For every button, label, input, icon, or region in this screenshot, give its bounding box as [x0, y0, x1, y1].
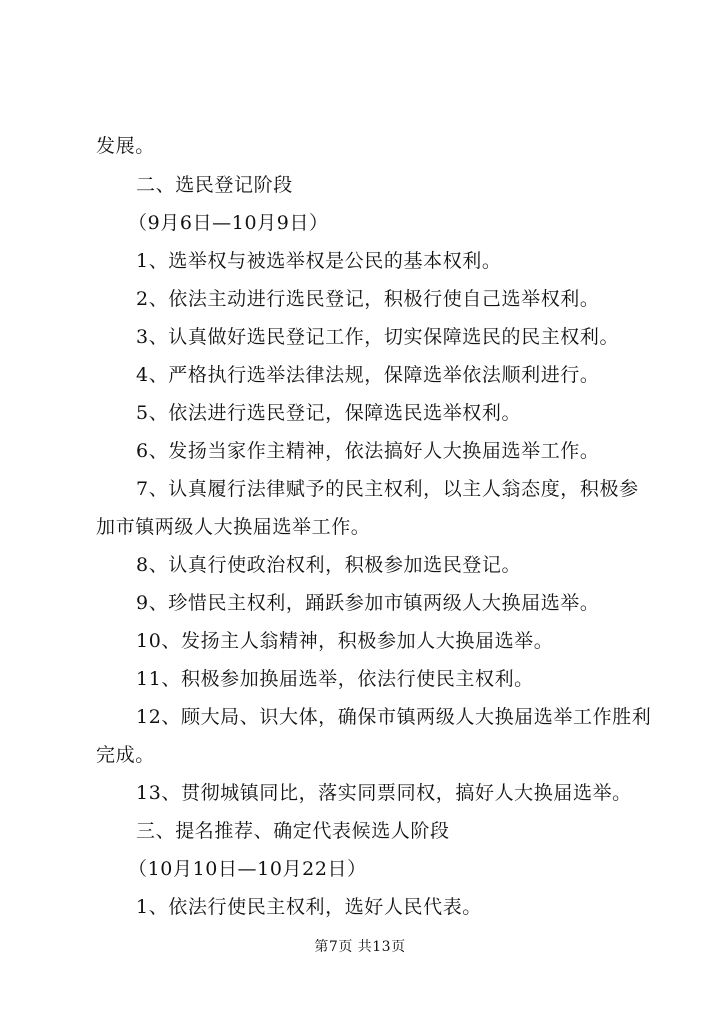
- slogan-line: 2、依法主动进行选民登记，积极行使自己选举权利。: [136, 288, 600, 310]
- slogan-line: 9、珍惜民主权利，踊跃参加市镇两级人大换届选举。: [136, 592, 600, 614]
- slogan-line-continued: 完成。: [96, 744, 155, 766]
- slogan-line: 13、贯彻城镇同比，落实同票同权，搞好人大换届选举。: [136, 782, 632, 804]
- slogan-line: 11、积极参加换届选举，依法行使民主权利。: [136, 668, 534, 690]
- section-heading: 三、提名推荐、确定代表候选人阶段: [136, 820, 450, 842]
- slogan-line: 8、认真行使政治权利，积极参加选民登记。: [136, 554, 522, 576]
- slogan-line: 7、认真履行法律赋予的民主权利，以主人翁态度，积极参: [136, 478, 639, 500]
- date-range: （9月6日—10月9日）: [128, 212, 329, 234]
- slogan-line: 6、发扬当家作主精神，依法搞好人大换届选举工作。: [136, 440, 600, 462]
- page-number: 第7页 共13页: [314, 939, 406, 955]
- slogan-line: 1、依法行使民主权利，选好人民代表。: [136, 896, 482, 918]
- date-range: （10月10日—10月22日）: [128, 858, 367, 880]
- section-heading: 二、选民登记阶段: [136, 174, 293, 196]
- slogan-line: 5、依法进行选民登记，保障选民选举权利。: [136, 402, 522, 424]
- slogan-line: 10、发扬主人翁精神，积极参加人大换届选举。: [136, 630, 554, 652]
- slogan-line: 3、认真做好选民登记工作，切实保障选民的民主权利。: [136, 326, 620, 348]
- slogan-line: 4、严格执行选举法律法规，保障选举依法顺利进行。: [136, 364, 600, 386]
- slogan-line: 1、选举权与被选举权是公民的基本权利。: [136, 250, 502, 272]
- slogan-line: 12、顾大局、识大体，确保市镇两级人大换届选举工作胜利: [136, 706, 652, 728]
- slogan-line-continued: 加市镇两级人大换届选举工作。: [96, 516, 371, 538]
- text-line: 发展。: [96, 135, 155, 157]
